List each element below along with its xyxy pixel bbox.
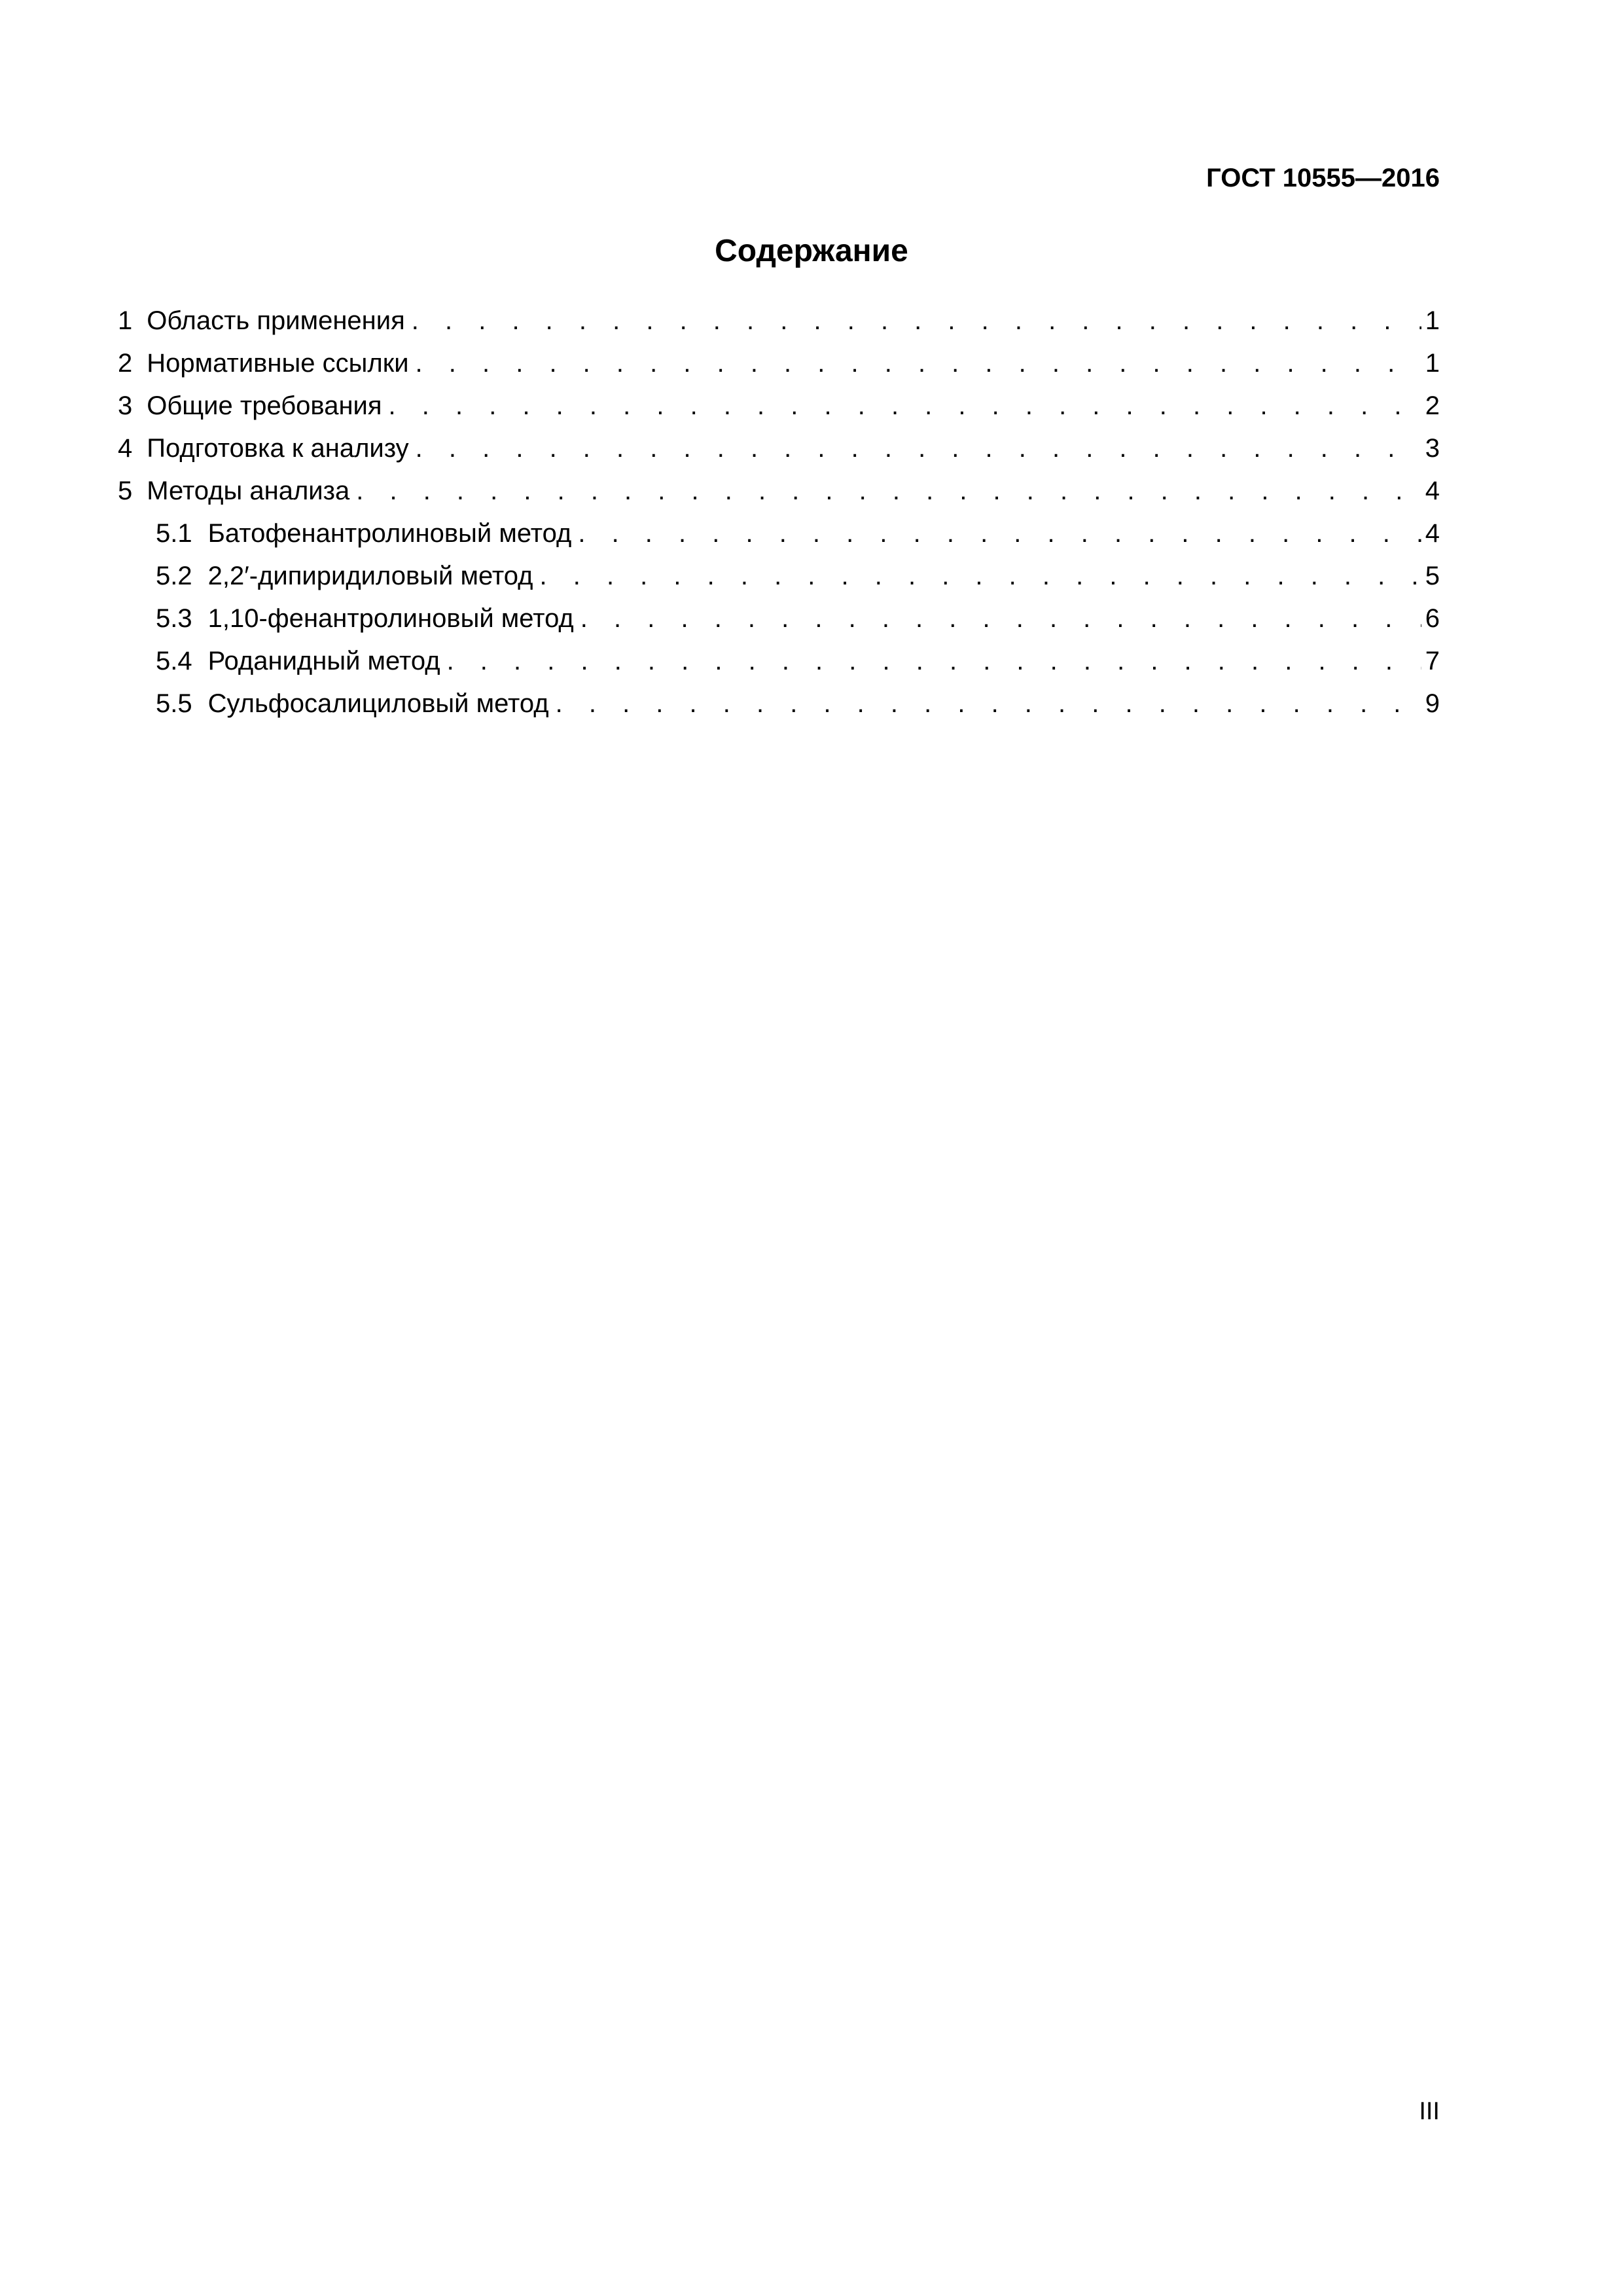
toc-dot-leader	[578, 515, 1421, 552]
toc-entry-number: 5.3	[156, 604, 192, 633]
toc-entry-page: 2	[1425, 391, 1440, 420]
toc-entry-page: 1	[1425, 349, 1440, 378]
toc-subentry[interactable]	[118, 515, 1440, 558]
table-of-contents	[118, 302, 1440, 728]
toc-subentry[interactable]	[118, 685, 1440, 728]
toc-entry-title: Подготовка к анализу	[147, 434, 409, 463]
toc-entry[interactable]	[118, 430, 1440, 473]
toc-entry[interactable]	[118, 345, 1440, 387]
toc-entry-page: 5	[1425, 562, 1440, 590]
toc-entry-page: 7	[1425, 647, 1440, 675]
toc-dot-leader	[416, 345, 1421, 382]
toc-entry-title: Роданидный метод	[207, 647, 440, 675]
toc-entry-page: 4	[1425, 519, 1440, 548]
toc-dot-leader	[539, 558, 1421, 594]
toc-entry-number: 5	[118, 476, 133, 505]
toc-dot-leader	[389, 387, 1421, 424]
toc-entry-title: Нормативные ссылки	[147, 349, 409, 378]
toc-dot-leader	[556, 685, 1421, 722]
toc-entry[interactable]	[118, 473, 1440, 515]
toc-dot-leader	[416, 430, 1421, 467]
toc-dot-leader	[412, 302, 1421, 339]
toc-entry-page: 4	[1425, 476, 1440, 505]
toc-entry-number: 5.2	[156, 562, 192, 590]
toc-entry-number: 2	[118, 349, 133, 378]
toc-entry-title: Сульфосалициловый метод	[207, 689, 549, 718]
toc-entry-title: Методы анализа	[147, 476, 350, 505]
toc-entry-number: 5.4	[156, 647, 192, 675]
toc-entry[interactable]	[118, 302, 1440, 345]
toc-entry-page: 3	[1425, 434, 1440, 463]
document-code: ГОСТ 10555—2016	[1206, 164, 1440, 192]
toc-entry-number: 4	[118, 434, 133, 463]
toc-dot-leader	[356, 473, 1421, 509]
toc-entry-title: Общие требования	[147, 391, 382, 420]
toc-title: Содержание	[715, 234, 908, 268]
toc-dot-leader	[447, 643, 1421, 679]
toc-entry-title: Область применения	[147, 306, 405, 335]
toc-entry-number: 5.5	[156, 689, 192, 718]
toc-entry-title: 1,10-фенантролиновый метод	[207, 604, 574, 633]
toc-entry-number: 5.1	[156, 519, 192, 548]
toc-subentry[interactable]	[118, 643, 1440, 685]
toc-dot-leader	[580, 600, 1421, 637]
toc-subentry[interactable]	[118, 558, 1440, 600]
toc-entry-number: 1	[118, 306, 133, 335]
toc-entry[interactable]	[118, 387, 1440, 430]
toc-entry-title: Батофенантролиновый метод	[207, 519, 572, 548]
toc-entry-page: 1	[1425, 306, 1440, 335]
toc-entry-number: 3	[118, 391, 133, 420]
page-number: III	[1419, 2098, 1440, 2125]
toc-entry-title: 2,2′-дипиридиловый метод	[207, 562, 533, 590]
toc-entry-page: 9	[1425, 689, 1440, 718]
toc-subentry[interactable]	[118, 600, 1440, 643]
toc-entry-page: 6	[1425, 604, 1440, 633]
